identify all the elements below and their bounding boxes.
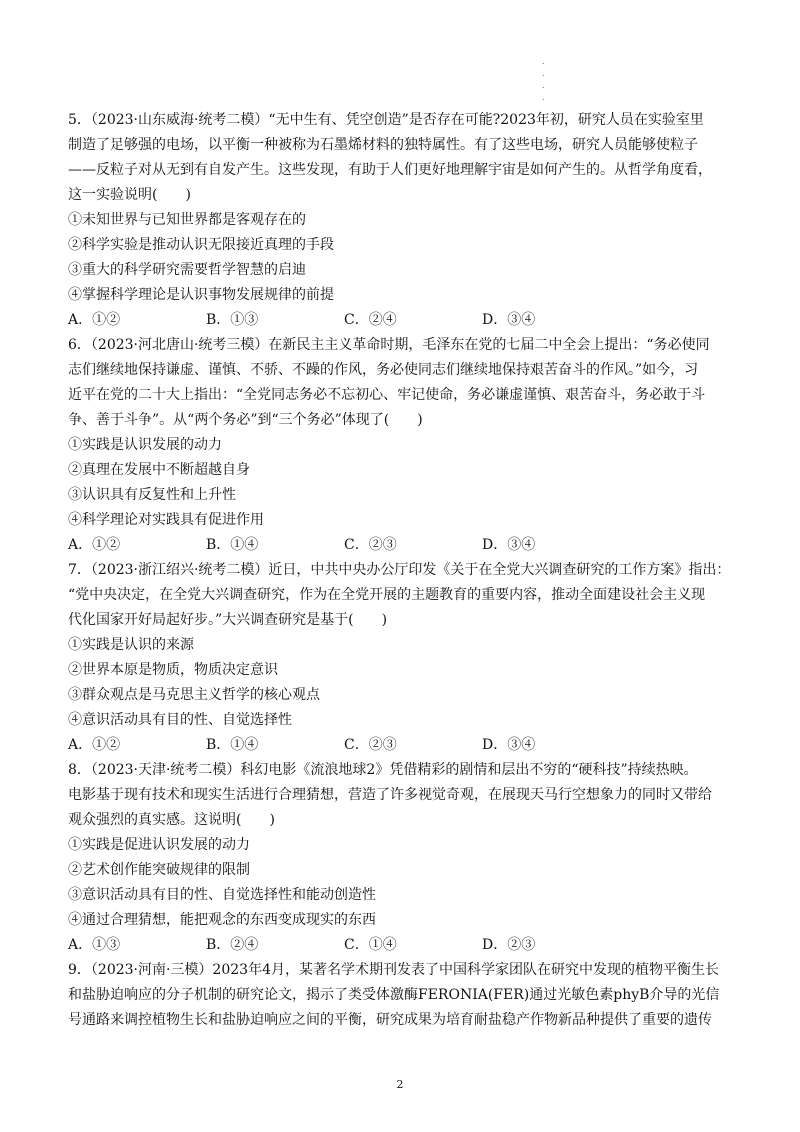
statement: ②世界本原是物质，物质决定意识	[68, 662, 278, 678]
statement: ④掌握科学理论是认识事物发展规律的前提	[68, 287, 334, 303]
question-stem-line: 6．（2023·河北唐山·统考三模）在新民主主义革命时期，毛泽东在党的七届二中全会上提出：“务必使同	[68, 337, 710, 353]
answer-options	[68, 733, 736, 758]
answer-option[interactable]: D．③④	[482, 312, 536, 328]
answer-options	[68, 933, 736, 958]
question-stem-line: 代化国家开好局起好步。”大兴调查研究是基于( )	[68, 612, 388, 628]
answer-option[interactable]: C．②④	[344, 312, 397, 328]
header-dot: .	[542, 81, 545, 90]
statement: ④意识活动具有目的性、自觉选择性	[68, 712, 292, 728]
statement: ②科学实验是推动认识无限接近真理的手段	[68, 237, 334, 253]
statement: ④通过合理猜想，能把观念的东西变成现实的东西	[68, 912, 376, 928]
statement: ①实践是认识的来源	[68, 637, 194, 653]
answer-option[interactable]: A．①③	[68, 937, 121, 953]
question-stem-line: 争、善于斗争”。从“两个务必”到“三个务必”体现了( )	[68, 412, 423, 428]
answer-option[interactable]: B．①③	[206, 312, 259, 328]
header-dots	[542, 56, 546, 104]
question-8	[68, 758, 736, 958]
question-stem-line: ——反粒子对从无到有自发产生。这些发现，有助于人们更好地理解宇宙是如何产生的。从哲学角度看，	[68, 162, 712, 178]
question-5	[68, 108, 736, 333]
header-dot: .	[542, 69, 545, 78]
answer-option[interactable]: A．①②	[68, 312, 121, 328]
question-stem-line: 和盐胁迫响应的分子机制的研究论文，揭示了类受体激酶FERONIA(FER)通过光敏色素phyB介导的光信	[68, 987, 720, 1003]
question-stem-line: 7．（2023·浙江绍兴·统考二模）近日，中共中央办公厅印发《关于在全党大兴调查研究的工作方案》指出：	[68, 562, 731, 578]
statement: ②真理在发展中不断超越自身	[68, 462, 250, 478]
page-number: 2	[396, 1078, 404, 1091]
answer-option[interactable]: D．②③	[482, 937, 536, 953]
question-stem-line: 5．（2023·山东威海·统考二模）“无中生有、凭空创造”是否存在可能?2023年初，研究人员在实验室里	[68, 112, 704, 128]
answer-option[interactable]: C．①④	[344, 937, 397, 953]
question-stem-line: 制造了足够强的电场，以平衡一种被称为石墨烯材料的独特属性。有了这些电场，研究人员能够使粒子	[68, 137, 698, 153]
answer-option[interactable]: C．②③	[344, 537, 397, 553]
question-list	[68, 108, 736, 1033]
statement: ③重大的科学研究需要哲学智慧的启迪	[68, 262, 306, 278]
answer-option[interactable]: D．③④	[482, 537, 536, 553]
answer-option[interactable]: B．②④	[206, 937, 259, 953]
question-stem-line: 9．（2023·河南·三模）2023年4月，某著名学术期刊发表了中国科学家团队在研究中发现的植物平衡生长	[68, 962, 719, 978]
question-9	[68, 958, 736, 1033]
question-stem-line: 近平在党的二十大上指出：“全党同志务必不忘初心、牢记使命，务必谦虚谨慎、艰苦奋斗，务必敢于斗	[68, 387, 706, 403]
answer-option[interactable]: B．①④	[206, 737, 259, 753]
question-stem-line: 这一实验说明( )	[68, 187, 191, 203]
statement: ③认识具有反复性和上升性	[68, 487, 236, 503]
answer-option[interactable]: A．①②	[68, 537, 121, 553]
answer-option[interactable]: C．②③	[344, 737, 397, 753]
question-7	[68, 558, 736, 758]
question-stem-line: 电影基于现有技术和现实生活进行合理猜想，营造了许多视觉奇观，在展现天马行空想象力的同时又带给	[68, 787, 712, 803]
question-6	[68, 333, 736, 558]
answer-options	[68, 308, 736, 333]
answer-option[interactable]: B．①④	[206, 537, 259, 553]
answer-option[interactable]: A．①②	[68, 737, 121, 753]
statement: ③意识活动具有目的性、自觉选择性和能动创造性	[68, 887, 376, 903]
question-stem-line: 观众强烈的真实感。这说明( )	[68, 812, 275, 828]
question-stem-line: “党中央决定，在全党大兴调查研究，作为在全党开展的主题教育的重要内容，推动全面建设社会主义现	[68, 587, 706, 603]
question-stem-line: 号通路来调控植物生长和盐胁迫响应之间的平衡，研究成果为培育耐盐稳产作物新品种提供了重要的遗传	[68, 1012, 712, 1028]
statement: ①实践是认识发展的动力	[68, 437, 222, 453]
question-stem-line: 志们继续地保持谦虚、谨慎、不骄、不躁的作风，务必使同志们继续地保持艰苦奋斗的作风。”如今，习	[68, 362, 699, 378]
statement: ①实践是促进认识发展的动力	[68, 837, 250, 853]
answer-option[interactable]: D．③④	[482, 737, 536, 753]
statement: ①未知世界与已知世界都是客观存在的	[68, 212, 306, 228]
answer-options	[68, 533, 736, 558]
statement: ④科学理论对实践具有促进作用	[68, 512, 264, 528]
statement: ②艺术创作能突破规律的限制	[68, 862, 250, 878]
header-dot: .	[542, 57, 545, 66]
header-dot: .	[542, 93, 545, 102]
statement: ③群众观点是马克思主义哲学的核心观点	[68, 687, 320, 703]
question-stem-line: 8．（2023·天津·统考二模）科幻电影《流浪地球2》凭借精彩的剧情和层出不穷的“硬科技”持续热映。	[68, 762, 698, 778]
